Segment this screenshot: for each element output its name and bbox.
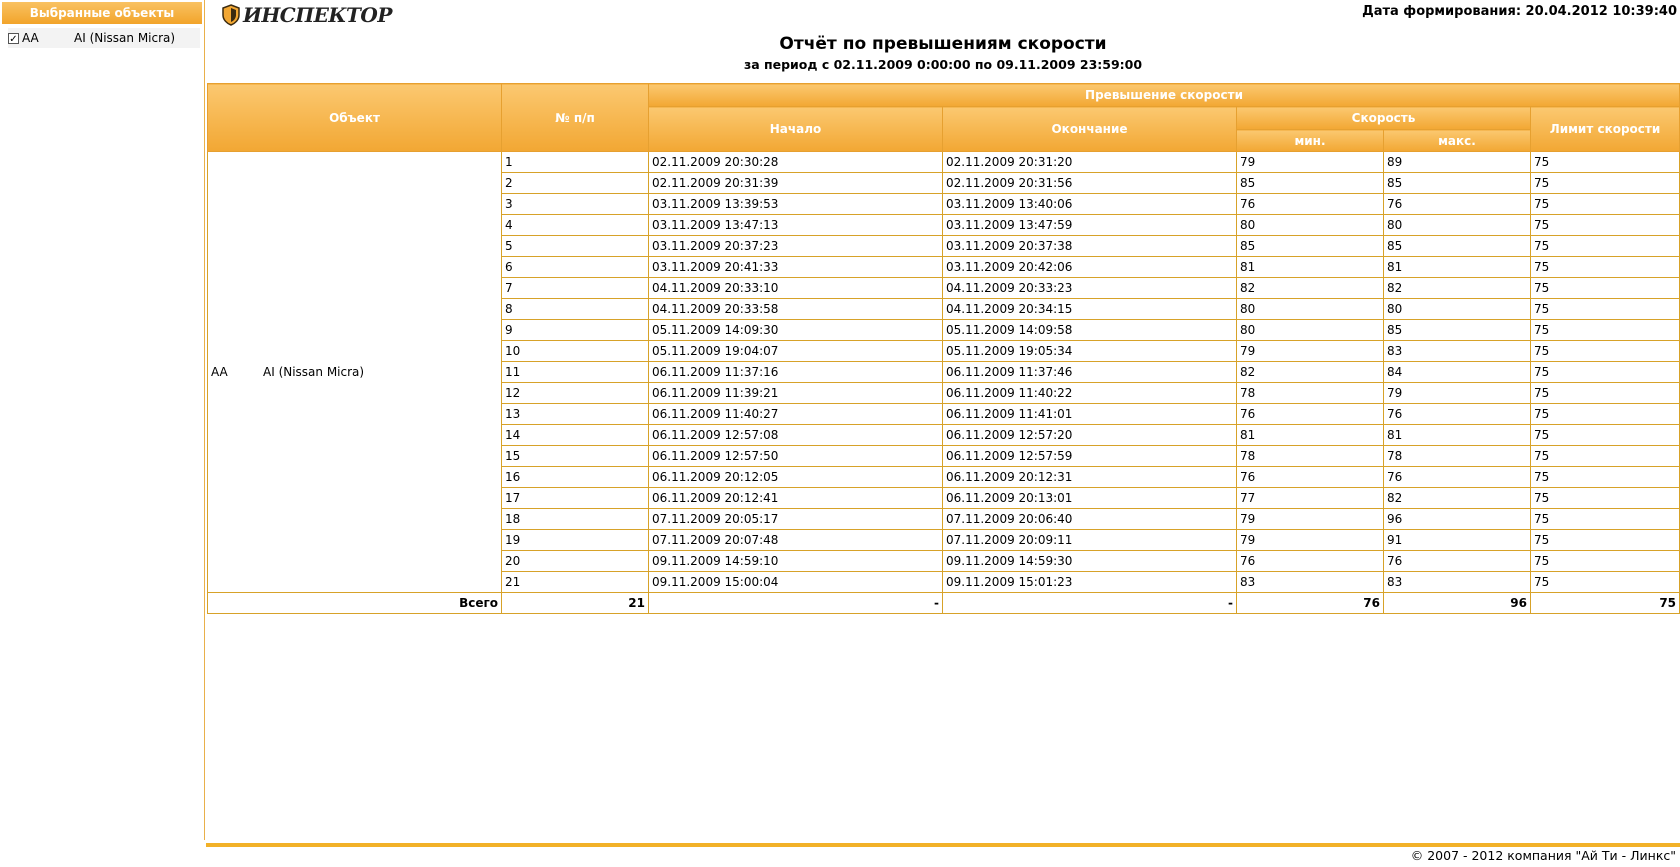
cell-end: 06.11.2009 11:41:01 [943,404,1237,425]
cell-start: 05.11.2009 19:04:07 [649,341,943,362]
cell-max: 76 [1384,194,1531,215]
cell-min: 82 [1237,278,1384,299]
generation-date: Дата формирования: 20.04.2012 10:39:40 [1362,4,1677,19]
total-start: - [649,593,943,614]
cell-start: 02.11.2009 20:31:39 [649,173,943,194]
column-header-limit: Лимит скорости [1531,107,1680,152]
cell-start: 02.11.2009 20:30:28 [649,152,943,173]
shield-icon [222,4,240,26]
cell-start: 03.11.2009 13:47:13 [649,215,943,236]
report-area [206,0,1680,840]
cell-limit: 75 [1531,383,1680,404]
column-header-num: № п/п [502,84,649,152]
sidebar-object-item[interactable] [8,28,200,48]
cell-max: 85 [1384,236,1531,257]
cell-max: 83 [1384,572,1531,593]
cell-start: 06.11.2009 11:40:27 [649,404,943,425]
cell-end: 03.11.2009 13:47:59 [943,215,1237,236]
cell-num: 17 [502,488,649,509]
cell-min: 81 [1237,257,1384,278]
cell-min: 80 [1237,299,1384,320]
cell-min: 81 [1237,425,1384,446]
cell-max: 85 [1384,173,1531,194]
cell-num: 7 [502,278,649,299]
object-name: AI (Nissan Micra) [74,31,176,45]
cell-max: 81 [1384,425,1531,446]
cell-min: 80 [1237,215,1384,236]
cell-num: 13 [502,404,649,425]
cell-min: 77 [1237,488,1384,509]
sidebar [0,0,205,840]
cell-min: 79 [1237,152,1384,173]
cell-min: 79 [1237,509,1384,530]
cell-end: 06.11.2009 20:12:31 [943,467,1237,488]
object-cell [208,152,502,593]
cell-min: 80 [1237,320,1384,341]
total-min: 76 [1237,593,1384,614]
cell-max: 91 [1384,530,1531,551]
report-period: за период с 02.11.2009 0:00:00 по 09.11.2009 23:59:00 [743,57,1143,72]
logo-text: ИНСПЕКТОР [243,3,392,27]
cell-num: 14 [502,425,649,446]
cell-num: 11 [502,362,649,383]
sidebar-title: Выбранные объекты [2,2,202,24]
cell-start: 06.11.2009 11:39:21 [649,383,943,404]
cell-max: 96 [1384,509,1531,530]
total-max: 96 [1384,593,1531,614]
cell-num: 2 [502,173,649,194]
cell-limit: 75 [1531,320,1680,341]
cell-num: 1 [502,152,649,173]
cell-end: 03.11.2009 13:40:06 [943,194,1237,215]
totals-row [208,593,1680,614]
cell-max: 79 [1384,383,1531,404]
cell-min: 78 [1237,446,1384,467]
logo [222,3,392,27]
cell-end: 09.11.2009 14:59:30 [943,551,1237,572]
cell-limit: 75 [1531,467,1680,488]
cell-num: 16 [502,467,649,488]
cell-min: 85 [1237,173,1384,194]
cell-num: 6 [502,257,649,278]
cell-end: 03.11.2009 20:37:38 [943,236,1237,257]
cell-start: 05.11.2009 14:09:30 [649,320,943,341]
cell-limit: 75 [1531,299,1680,320]
cell-min: 83 [1237,572,1384,593]
cell-limit: 75 [1531,404,1680,425]
report-title: Отчёт по превышениям скорости [779,34,1107,54]
cell-end: 09.11.2009 15:01:23 [943,572,1237,593]
column-header-object: Объект [208,84,502,152]
cell-num: 12 [502,383,649,404]
cell-max: 76 [1384,467,1531,488]
total-num: 21 [502,593,649,614]
cell-limit: 75 [1531,509,1680,530]
cell-start: 03.11.2009 13:39:53 [649,194,943,215]
column-header-overspeed: Превышение скорости [649,84,1680,107]
cell-max: 84 [1384,362,1531,383]
cell-limit: 75 [1531,530,1680,551]
cell-start: 09.11.2009 14:59:10 [649,551,943,572]
cell-min: 76 [1237,551,1384,572]
cell-num: 18 [502,509,649,530]
total-end: - [943,593,1237,614]
cell-min: 79 [1237,341,1384,362]
cell-end: 04.11.2009 20:34:15 [943,299,1237,320]
cell-num: 5 [502,236,649,257]
cell-limit: 75 [1531,446,1680,467]
cell-num: 19 [502,530,649,551]
column-header-end: Окончание [943,107,1237,152]
object-checkbox[interactable]: ✓ [9,33,18,45]
cell-limit: 75 [1531,257,1680,278]
cell-end: 02.11.2009 20:31:56 [943,173,1237,194]
column-header-start: Начало [649,107,943,152]
cell-limit: 75 [1531,278,1680,299]
cell-max: 83 [1384,341,1531,362]
cell-start: 07.11.2009 20:07:48 [649,530,943,551]
cell-min: 78 [1237,383,1384,404]
cell-num: 15 [502,446,649,467]
cell-min: 85 [1237,236,1384,257]
cell-min: 76 [1237,404,1384,425]
column-header-max: макс. [1384,130,1531,152]
cell-max: 81 [1384,257,1531,278]
cell-end: 06.11.2009 12:57:20 [943,425,1237,446]
total-label: Всего [208,593,502,614]
cell-min: 82 [1237,362,1384,383]
cell-limit: 75 [1531,236,1680,257]
cell-max: 80 [1384,215,1531,236]
cell-num: 9 [502,320,649,341]
cell-end: 03.11.2009 20:42:06 [943,257,1237,278]
cell-min: 76 [1237,467,1384,488]
cell-start: 04.11.2009 20:33:10 [649,278,943,299]
cell-end: 02.11.2009 20:31:20 [943,152,1237,173]
cell-start: 06.11.2009 12:57:08 [649,425,943,446]
cell-num: 21 [502,572,649,593]
cell-end: 05.11.2009 19:05:34 [943,341,1237,362]
cell-limit: 75 [1531,152,1680,173]
cell-start: 07.11.2009 20:05:17 [649,509,943,530]
cell-max: 76 [1384,404,1531,425]
report-table [207,83,1680,614]
cell-num: 10 [502,341,649,362]
cell-min: 76 [1237,194,1384,215]
cell-end: 06.11.2009 11:40:22 [943,383,1237,404]
cell-limit: 75 [1531,551,1680,572]
cell-start: 06.11.2009 20:12:05 [649,467,943,488]
cell-limit: 75 [1531,215,1680,236]
cell-start: 03.11.2009 20:37:23 [649,236,943,257]
report-body [208,152,1680,614]
object-plate: AA [22,31,39,45]
cell-start: 04.11.2009 20:33:58 [649,299,943,320]
column-header-speed: Скорость [1237,107,1531,130]
total-limit: 75 [1531,593,1680,614]
cell-limit: 75 [1531,425,1680,446]
cell-max: 78 [1384,446,1531,467]
cell-end: 07.11.2009 20:06:40 [943,509,1237,530]
cell-start: 06.11.2009 12:57:50 [649,446,943,467]
cell-limit: 75 [1531,173,1680,194]
cell-start: 06.11.2009 20:12:41 [649,488,943,509]
cell-max: 89 [1384,152,1531,173]
cell-limit: 75 [1531,362,1680,383]
cell-limit: 75 [1531,194,1680,215]
cell-start: 06.11.2009 11:37:16 [649,362,943,383]
cell-end: 04.11.2009 20:33:23 [943,278,1237,299]
cell-end: 06.11.2009 12:57:59 [943,446,1237,467]
cell-max: 82 [1384,278,1531,299]
cell-min: 79 [1237,530,1384,551]
cell-limit: 75 [1531,488,1680,509]
object-name: AI (Nissan Micra) [263,365,365,379]
footer-divider [206,843,1680,847]
cell-max: 82 [1384,488,1531,509]
cell-end: 07.11.2009 20:09:11 [943,530,1237,551]
copyright: © 2007 - 2012 компания "Ай Ти - Линкс" [1410,848,1676,863]
cell-limit: 75 [1531,341,1680,362]
cell-num: 20 [502,551,649,572]
cell-max: 80 [1384,299,1531,320]
cell-start: 03.11.2009 20:41:33 [649,257,943,278]
cell-num: 8 [502,299,649,320]
cell-end: 05.11.2009 14:09:58 [943,320,1237,341]
object-plate: AA [211,365,228,379]
cell-max: 76 [1384,551,1531,572]
cell-end: 06.11.2009 20:13:01 [943,488,1237,509]
cell-max: 85 [1384,320,1531,341]
column-header-min: мин. [1237,130,1384,152]
table-row [208,152,1680,173]
cell-num: 4 [502,215,649,236]
cell-num: 3 [502,194,649,215]
cell-end: 06.11.2009 11:37:46 [943,362,1237,383]
cell-start: 09.11.2009 15:00:04 [649,572,943,593]
cell-limit: 75 [1531,572,1680,593]
